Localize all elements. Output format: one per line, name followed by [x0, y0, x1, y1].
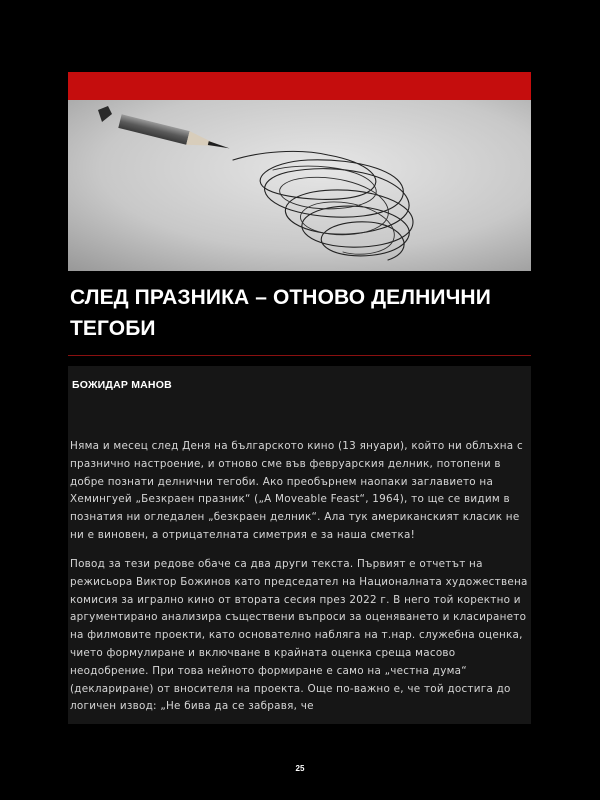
pencil-scribble-photo [68, 100, 531, 271]
article-paragraph: Повод за тези редове обаче са два други текста. Първият е отчетът на режисьора Виктор Божинов като председател на Националната художествена комисия за игрално кино от втората сесия през 2022 г. В него той коректно и аргументирано анализира съществени въпроси за оценяването и класирането на филмовите проекти, като основателно набляга на т.нар. служебна оценка, чието формулиране и включване в крайната оценка среща масово неодобрение. При това нейното формиране е само на „честна дума“ (деклариране) от вносителя на проекта. Още по-важно е, че той достига до логичен извод: „Не бива да се забравя, че [70, 558, 528, 713]
article-paragraph: Няма и месец след Деня на българското кино (13 януари), който ни облъхна с празнично настроение, и отново сме във февруарския делник, потопени в добре познати делнични тегоби. Ако преобърнем наопаки заглавието на Хемингуей „Безкраен празник“ („A Moveable Feast“, 1964), то ще се видим в познатия ни огледален „безкраен делник“. Ала тук американският класик не ни е виновен, а отрицателната симетрия е за наша сметка! [70, 440, 523, 541]
red-header-band [68, 72, 531, 100]
title-divider [68, 355, 531, 356]
page-number: 25 [295, 764, 305, 773]
article-title: СЛЕД ПРАЗНИКА – ОТНОВО ДЕЛНИЧНИ ТЕГОБИ [70, 286, 491, 340]
author-name: БОЖИДАР МАНОВ [72, 379, 172, 391]
